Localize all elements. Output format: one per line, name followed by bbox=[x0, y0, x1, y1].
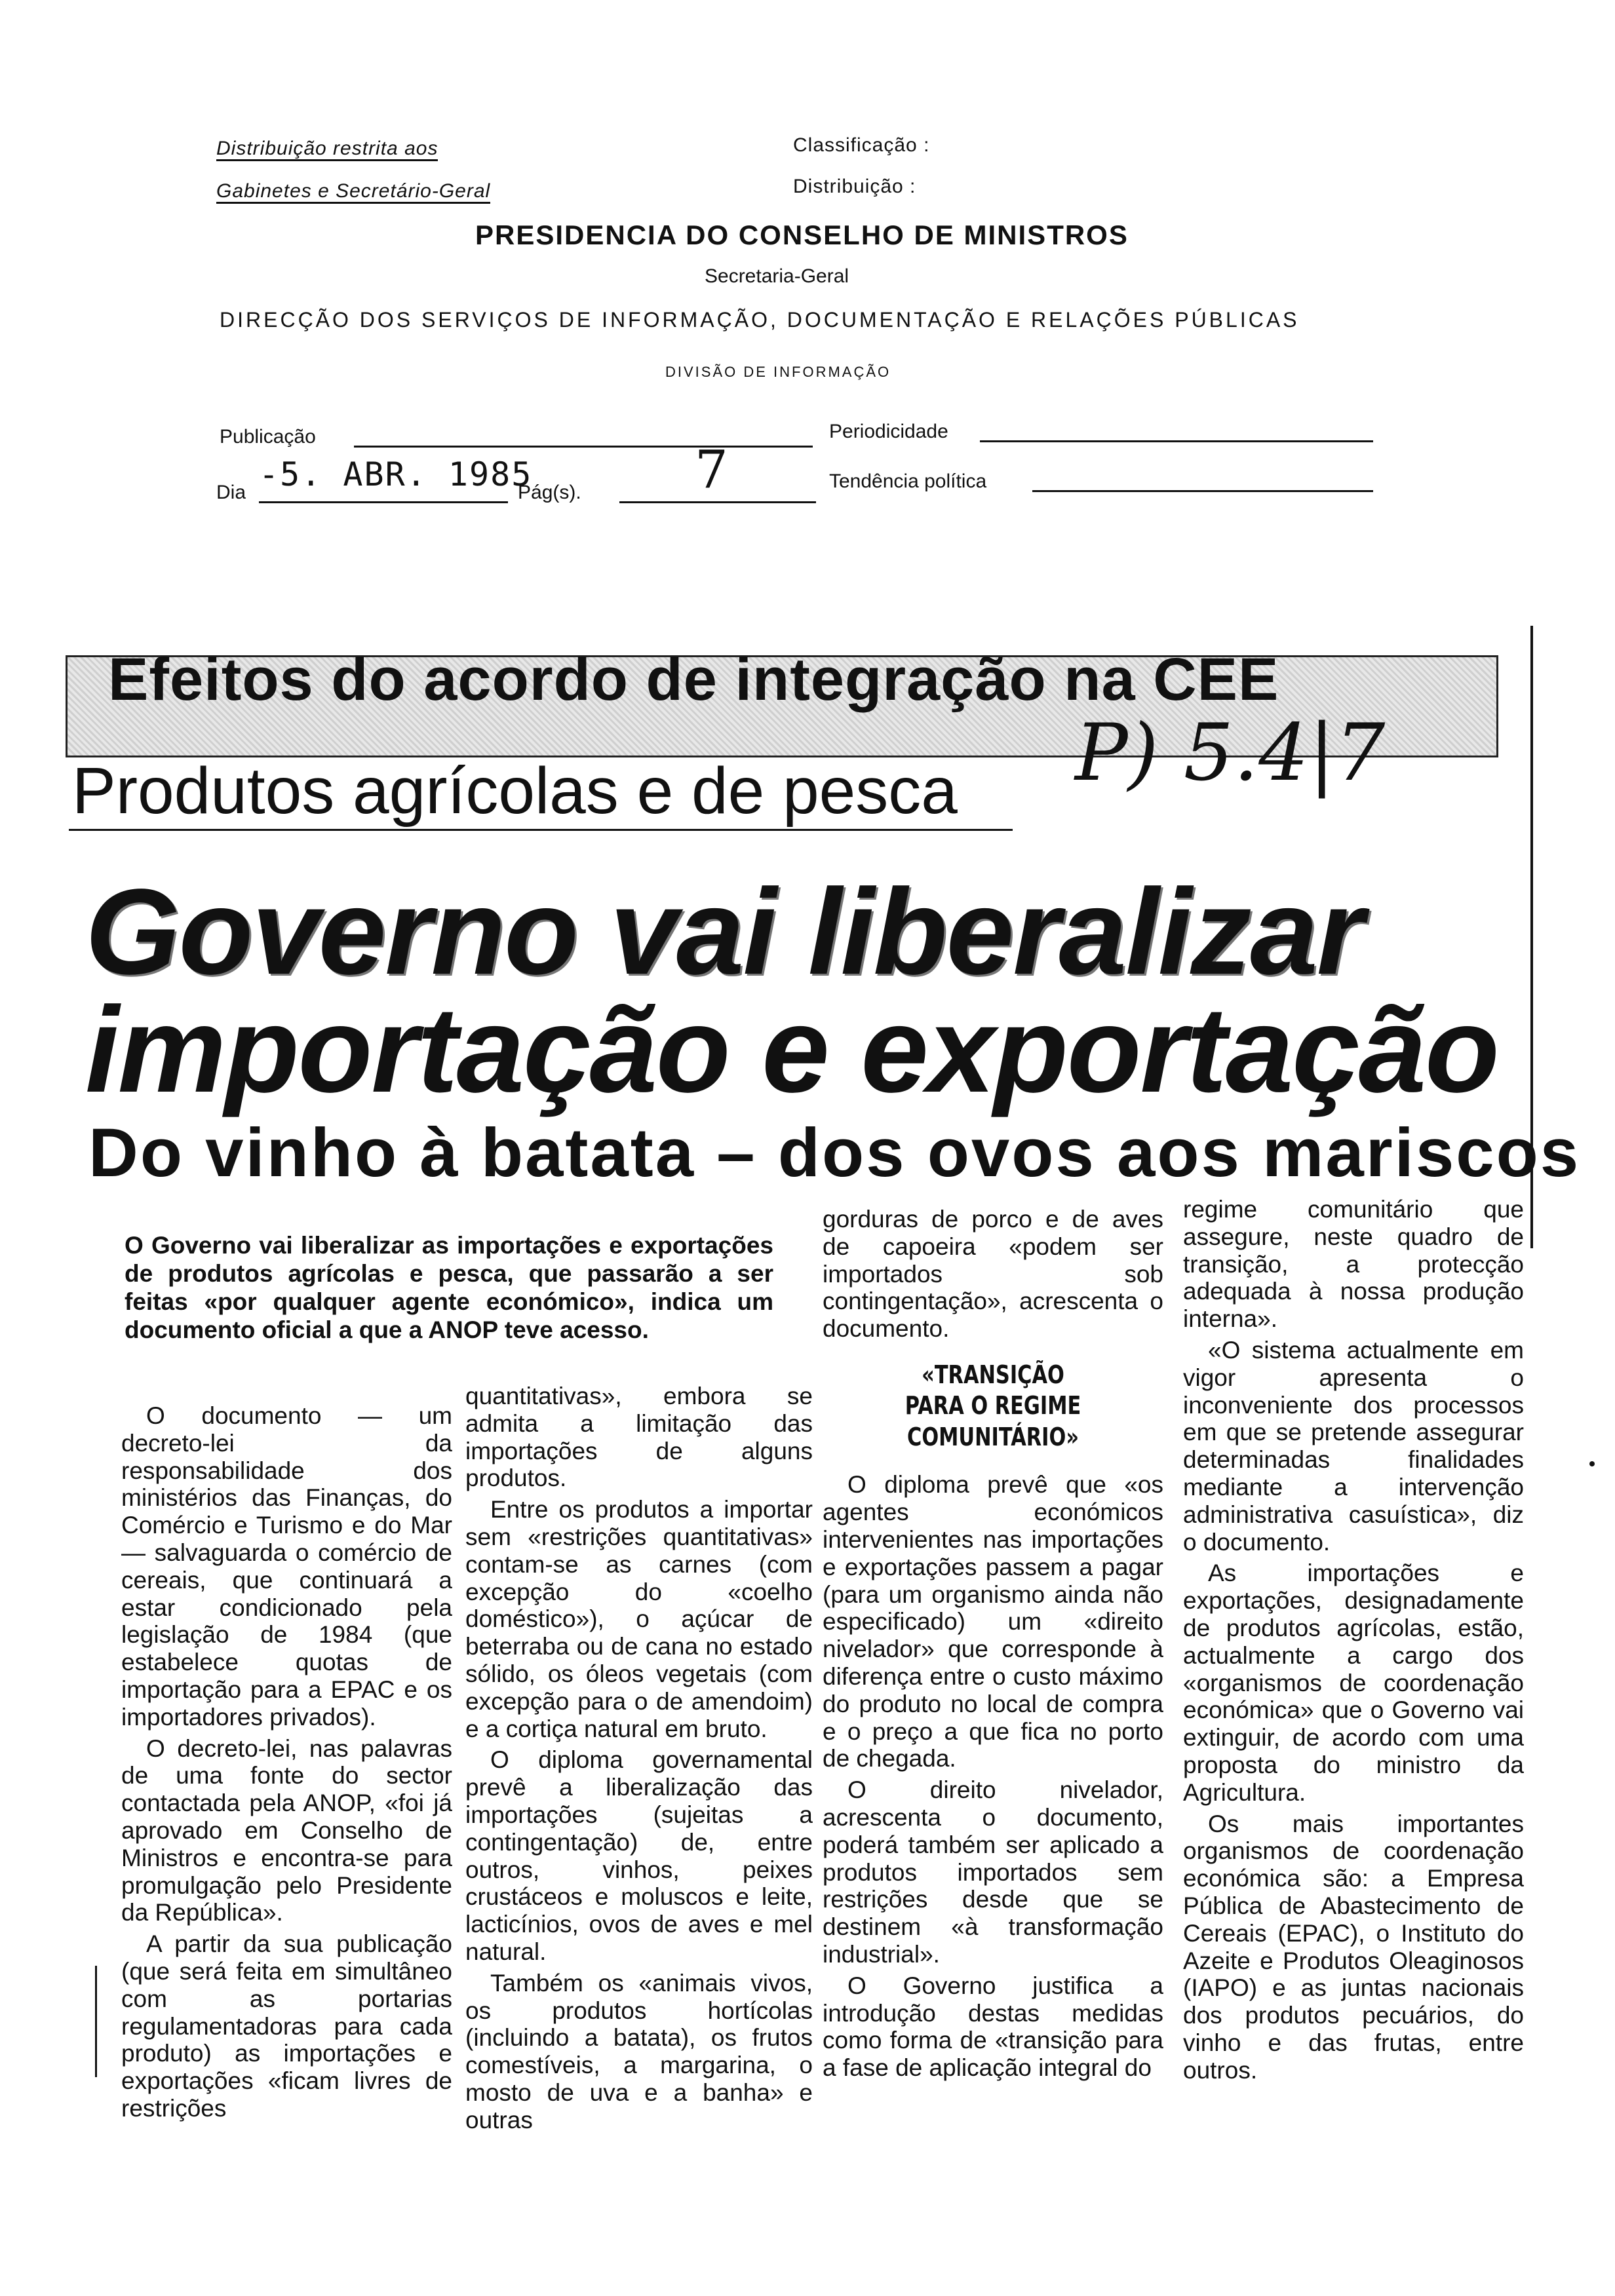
col2-paragraph: O diploma governamental prevê a liberalização das importações (sujeitas a contingentação) de, entre outros, vinhos, peixes crustáceos e moluscos e leite, lacticínios, ovos de aves e mel natural. bbox=[465, 1746, 813, 1965]
pages-label: Pág(s). bbox=[518, 482, 581, 503]
tendency-label: Tendência política bbox=[829, 470, 987, 492]
col1-paragraph: A partir da sua publicação (que será feita em simultâneo com as portarias regulamentadoras para cada produto) as importações e exportações «ficam livres de restrições bbox=[121, 1930, 452, 2122]
col2-paragraph: Também os «animais vivos, os produtos hortícolas (incluindo a batata), os frutos comestíveis, a margarina, o mosto de uva e a banha» e outras bbox=[465, 1969, 813, 2133]
scan-dot bbox=[1589, 1461, 1595, 1466]
restricted-line-2: Gabinetes e Secretário-Geral bbox=[216, 180, 490, 204]
periodicity-label: Periodicidade bbox=[829, 421, 948, 442]
day-value: -5. ABR. 1985 bbox=[259, 455, 533, 493]
day-label: Dia bbox=[216, 482, 246, 503]
column-1 bbox=[121, 1402, 452, 2126]
col1-paragraph: O documento — um decreto-lei da responsabilidade dos ministérios das Finanças, do Comércio e Turismo e do Mar — salvaguarda o comércio de cereais, que continuará a estar condicionado pela legislação de 1984 (que estabelece quotas de importação para a EPAC e os importadores privados). bbox=[121, 1402, 452, 1731]
col4-paragraph: «O sistema actualmente em vigor apresenta o inconveniente dos processos em que se pretende assegurar determinadas finalidades mediante a intervenção administrativa casuística», diz o documento. bbox=[1183, 1336, 1524, 1556]
col4-paragraph: regime comunitário que assegure, neste quadro de transição, a protecção adequada à nossa produção interna». bbox=[1183, 1196, 1524, 1333]
subheadline: Do vinho à batata – dos ovos aos mariscos bbox=[88, 1115, 1581, 1191]
publication-field bbox=[354, 446, 813, 448]
division: DIVISÃO DE INFORMAÇÃO bbox=[665, 364, 891, 380]
col4-paragraph: Os mais importantes organismos de coordenação económica são: a Empresa Pública de Abastecimento de Cereais (EPAC), o Instituto do Azeite e Produtos Oleaginosos (IAPO) e as juntas nacionais dos produtos pecuários, do vinho e das frutas, entre outros. bbox=[1183, 1810, 1524, 2084]
handwritten-note: P) 5.4|7 bbox=[1075, 708, 1386, 799]
col3-paragraph: O Governo justifica a introdução destas medidas como forma de «transição para a fase de aplicação integral do bbox=[823, 1972, 1163, 2082]
periodicity-field bbox=[980, 440, 1373, 442]
secretariat: Secretaria-Geral bbox=[705, 265, 849, 287]
publication-label: Publicação bbox=[220, 426, 316, 448]
directorate: DIRECÇÃO DOS SERVIÇOS DE INFORMAÇÃO, DOCUMENTAÇÃO E RELAÇÕES PÚBLICAS bbox=[220, 308, 1300, 332]
crosshead bbox=[857, 1360, 1129, 1453]
col3-paragraph: O diploma prevê que «os agentes económicos intervenientes nas importações e exportações passem a pagar (para um organismo ainda não especificado) um «direito nivelador» que corresponde à diferença entre o custo máximo do produto no local de compra e o preço a que fica no porto de chegada. bbox=[823, 1471, 1163, 1772]
column-4 bbox=[1183, 1196, 1524, 2088]
distribution-label: Distribuição : bbox=[793, 176, 916, 197]
banner-title: Efeitos do acordo de integração na CEE bbox=[108, 646, 1279, 713]
presidency-title: PRESIDENCIA DO CONSELHO DE MINISTROS bbox=[475, 220, 1129, 250]
lead-paragraph: O Governo vai liberalizar as importações e exportações de produtos agrícolas e pesca, que passarão a ser feitas «por qualquer agente económico», indica um documento oficial a que a ANOP teve acesso. bbox=[125, 1232, 773, 1343]
scan-mark bbox=[95, 1966, 97, 2077]
section-underline bbox=[69, 829, 1013, 831]
pages-value: 7 bbox=[695, 439, 728, 500]
crosshead-line-1: «TRANSIÇÃO bbox=[922, 1360, 1064, 1389]
col3-paragraph: O direito nivelador, acrescenta o documento, poderá também ser aplicado a produtos importados sem restrições desde que se destinem «à transformação industrial». bbox=[823, 1776, 1163, 1968]
headline-line-1: Governo vai liberalizar bbox=[85, 864, 1363, 1000]
classification-label: Classificação : bbox=[793, 134, 930, 156]
col4-paragraph: As importações e exportações, designadamente de produtos agrícolas, estão, actualmente a cargo dos «organismos de coordenação económica» que o Governo vai extinguir, de acordo com uma proposta do ministro da Agricultura. bbox=[1183, 1559, 1524, 1806]
crosshead-line-2: PARA O REGIME bbox=[905, 1391, 1081, 1421]
col1-paragraph: O decreto-lei, nas palavras de uma fonte do sector contactada pela ANOP, «foi já aprovado em Conselho de Ministros e encontra-se para promulgação pelo Presidente da República». bbox=[121, 1734, 452, 1926]
headline-line-2: importação e exportação bbox=[85, 982, 1498, 1118]
col3-top-paragraph: gorduras de porco e de aves de capoeira «podem ser importados sob contingentação», acrescenta o documento. bbox=[823, 1206, 1163, 1343]
pages-field bbox=[619, 501, 816, 503]
col2-paragraph: quantitativas», embora se admita a limitação das importações de alguns produtos. bbox=[465, 1383, 813, 1492]
crosshead-line-3: COMUNITÁRIO» bbox=[907, 1422, 1079, 1451]
day-field bbox=[259, 501, 508, 503]
restricted-line-1: Distribuição restrita aos bbox=[216, 138, 438, 161]
column-2 bbox=[465, 1383, 813, 2138]
col2-paragraph: Entre os produtos a importar sem «restrições quantitativas» contam-se as carnes (com excepção do «coelho doméstico»), o açúcar de beterraba ou de cana no estado sólido, os óleos vegetais (com excepção para o de amendoim) e a cortiça natural em bruto. bbox=[465, 1496, 813, 1742]
column-3 bbox=[823, 1206, 1163, 2086]
tendency-field bbox=[1032, 490, 1373, 492]
section-title: Produtos agrícolas e de pesca bbox=[72, 754, 958, 828]
